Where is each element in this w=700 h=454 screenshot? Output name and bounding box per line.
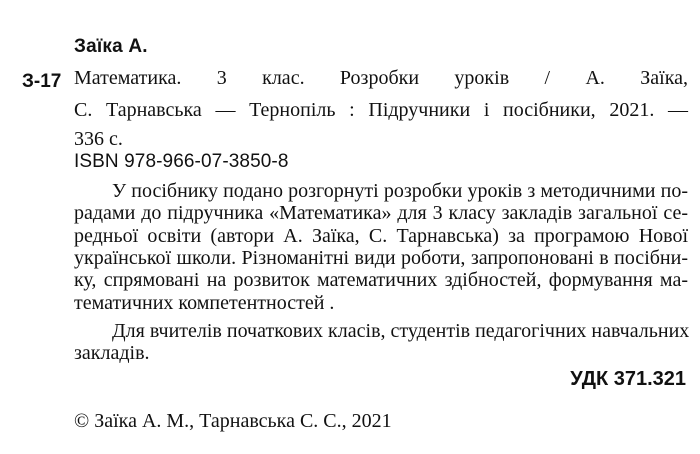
isbn: ISBN 978-966-07-3850-8 (74, 151, 289, 172)
catalog-code: З-17 (22, 71, 62, 92)
udk-code: УДК 371.321 (570, 368, 686, 390)
annotation-line-5: ку, спрямовані на розвиток математичних здібностей, формування ма- (74, 269, 688, 291)
copyright-line: © Заїка А. М., Тарнавська С. С., 2021 (74, 410, 392, 432)
description-line-1: Математика. 3 клас. Розробки уроків / А. Заїка, (74, 67, 688, 89)
annotation-line-3: редньої освіти (автори А. Заїка, С. Тарнавська) за програмою Нової (74, 225, 688, 247)
annotation-line-6: тематичних компетентностей . (74, 292, 335, 314)
annotation-line-1: У посібнику подано розгорнуті розробки уроків з методичними по- (112, 180, 688, 202)
annotation-line-2: радами до підручника «Математика» для 3 класу закладів загальної се- (74, 202, 688, 224)
author-heading: Заїка А. (74, 36, 148, 57)
annotation-line-8: закладів. (74, 342, 150, 364)
annotation-line-7: Для вчителів початкових класів, студентів педагогічних навчальних (112, 320, 690, 342)
description-line-2: С. Тарнавська — Тернопіль : Підручники і посібники, 2021. — (74, 99, 688, 121)
annotation-line-4: української школи. Різноманітні види роботи, запропоновані в посібни- (74, 247, 688, 269)
description-line-3: 336 с. (74, 128, 123, 150)
